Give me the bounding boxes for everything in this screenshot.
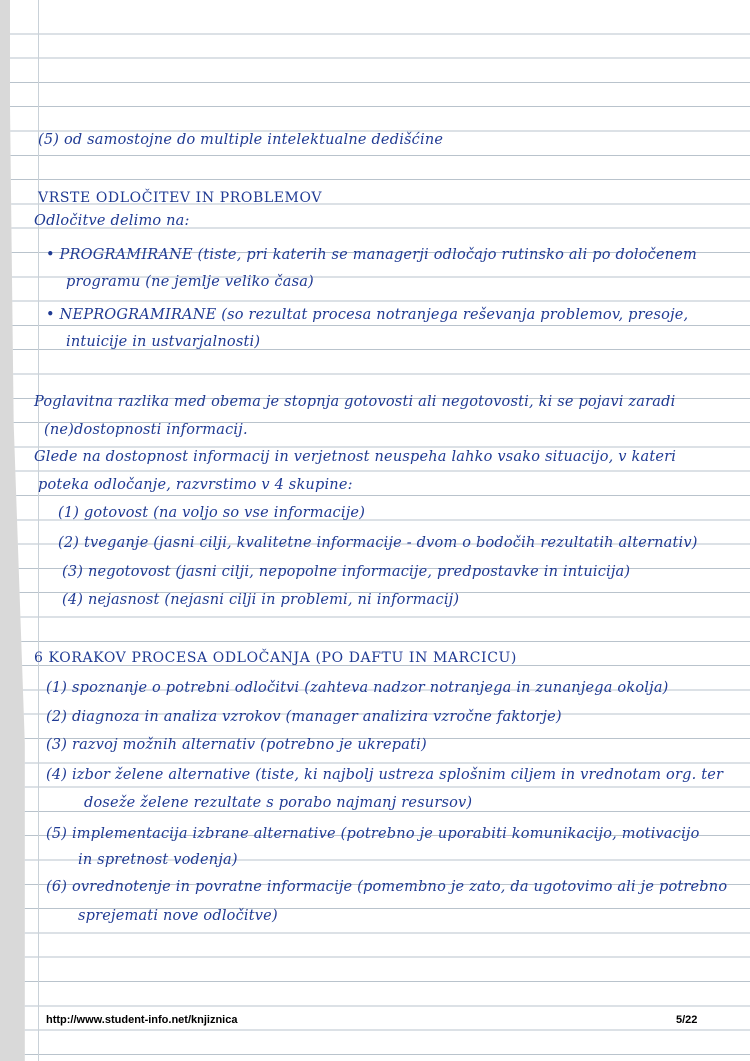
- line-unprogrammed-cont: intuicije in ustvarjalnosti): [66, 334, 261, 350]
- step-1: (1) spoznanje o potrebni odločitvi (zahteva nadzor notranjega in zunanjega okolja): [46, 680, 669, 696]
- step-5-cont: in spretnost vodenja): [78, 852, 238, 868]
- margin-line: [38, 0, 39, 1061]
- step-6-cont: sprejemati nove odločitve): [78, 908, 278, 924]
- notebook-page: [10, 0, 750, 1061]
- line-availability-cont: poteka odločanje, razvrstimo v 4 skupine:: [38, 477, 353, 493]
- page-number: 5/22: [676, 1014, 698, 1026]
- step-3: (3) razvoj možnih alternativ (potrebno je ukrepati): [46, 737, 427, 753]
- footer-link[interactable]: http://www.student-info.net/knjiznica: [46, 1014, 238, 1026]
- list-item-ambiguity: (4) nejasnost (nejasni cilji in problemi, ni informacij): [62, 592, 460, 608]
- step-6: (6) ovrednotenje in povratne informacije (pomembno je zato, da ugotovimo ali je potrebno: [46, 879, 728, 895]
- line-programmed: • PROGRAMIRANE (tiste, pri katerih se managerji odločajo rutinsko ali po določenem: [46, 247, 698, 263]
- line-intellectual-heritage: (5) od samostojne do multiple intelektualne dedišćine: [38, 132, 444, 148]
- list-item-uncertainty: (3) negotovost (jasni cilji, nepopolne informacije, predpostavke in intuicija): [62, 564, 631, 580]
- line-programmed-cont: programu (ne jemlje veliko časa): [66, 274, 314, 290]
- step-4: (4) izbor želene alternative (tiste, ki najbolj ustreza splošnim ciljem in vrednotam org. ter: [46, 767, 724, 783]
- list-item-certainty: (1) gotovost (na voljo so vse informacije): [58, 505, 366, 521]
- step-5: (5) implementacija izbrane alternative (potrebno je uporabiti komunikacijo, motivacijo: [46, 826, 700, 842]
- line-main-difference: Poglavitna razlika med obema je stopnja gotovosti ali negotovosti, ki se pojavi zaradi: [34, 394, 676, 410]
- line-availability: Glede na dostopnost informacij in verjetnost neuspeha lahko vsako situacijo, v kateri: [34, 449, 677, 465]
- heading-six-steps: 6 KORAKOV PROCESA ODLOČANJA (PO DAFTU IN MARCICU): [34, 650, 517, 666]
- line-main-difference-cont: (ne)dostopnosti informacij.: [44, 422, 248, 438]
- line-decisions-divided: Odločitve delimo na:: [34, 213, 190, 229]
- line-unprogrammed: • NEPROGRAMIRANE (so rezultat procesa notranjega reševanja problemov, presoje,: [46, 307, 689, 323]
- step-2: (2) diagnoza in analiza vzrokov (manager analizira vzročne faktorje): [46, 709, 562, 725]
- heading-decision-types: VRSTE ODLOČITEV IN PROBLEMOV: [38, 190, 323, 206]
- step-4-cont: doseže želene rezultate s porabo najmanj resursov): [84, 795, 473, 811]
- list-item-risk: (2) tveganje (jasni cilji, kvalitetne informacije - dvom o bodočih rezultatih alternativ): [58, 535, 698, 551]
